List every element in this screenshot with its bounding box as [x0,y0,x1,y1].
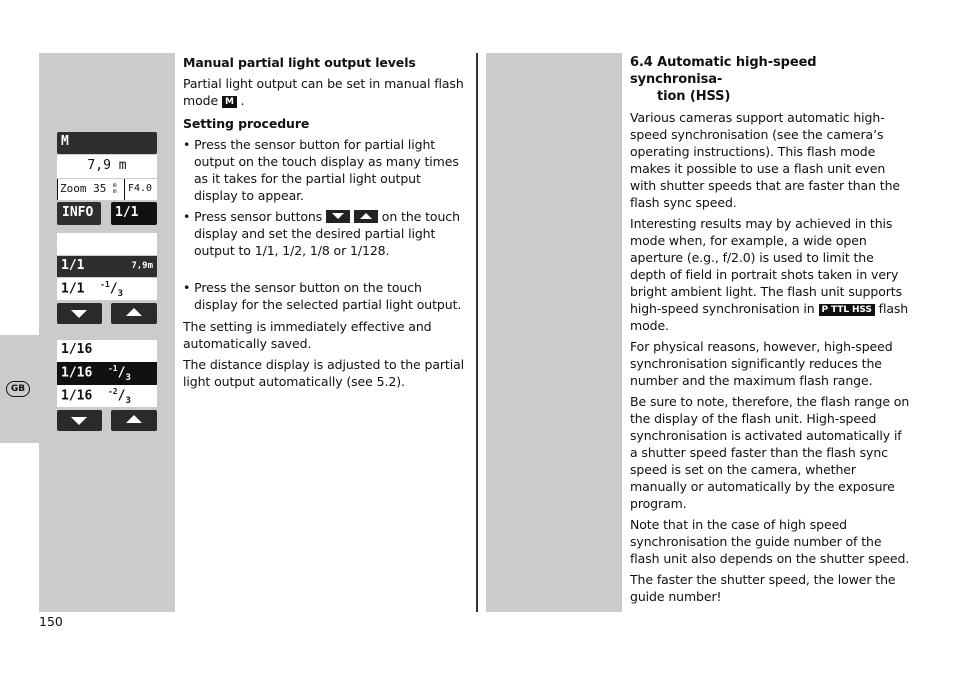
hss-p2-end: flash mode. [630,301,909,333]
row3-sub: 3 [125,395,131,406]
p-ttl-hss-badge: P TTL HSS [819,304,875,316]
bullet-2: • Press sensor buttons on the touch display and set the desired partial light output to 1/1, 1/2, 1/8 or 1/128. [183,209,460,258]
bullet-2-end: on the touch display and set the desired partial light output to 1/1, 1/2, 1/8 or 1/128. [194,209,460,258]
bullet-1: • Press the sensor button for partial light output on the touch display as many times as it takes for the partial light output display to appear. [183,137,459,203]
info-label: INFO [62,205,94,220]
intro-paragraph [183,75,468,109]
up-icon [126,415,142,423]
mode-m-badge: M [222,96,237,108]
lcd-mode-bar [57,132,157,154]
hss-p4: Be sure to note, therefore, the flash range on the display of the flash unit. High-speed synchronisation is activated automatically if a shutter speed faster than the flash sync speed is set on the camera, whether manually or automatically by the exposure program. [630,394,910,511]
zoom-value: 35 [93,182,107,195]
down-icon [71,417,87,425]
lcd-ratio-row[interactable]: 1/1 $^{-1}/_3$ [57,278,157,300]
up-icon [126,308,142,316]
right-text-column [630,54,912,605]
para-1: The setting is immediately effective and automatically saved. [183,319,432,351]
row3-ratio: 1/16 [61,388,93,404]
up-button-2[interactable] [111,410,157,431]
hss-p2-start: Interesting results may by achieved in this mode when, for example, a wide open aperture (e.g., f/2.0) is used to limit the depth of field in portrait shots taken in very bright ambient light. The flash unit supports high-speed synchronisation in [630,216,903,316]
hss-heading-line1: 6.4 Automatic high-speed synchronisa- [630,55,817,87]
side-tab-label: GB [6,381,30,397]
section-heading: Manual partial light output levels [183,55,416,70]
bullet-3-text: Press the sensor button on the touch display for the selected partial light output. [194,280,462,312]
ratio-label: 1/1 [115,205,139,220]
lcd-distance-value: 7,9 m [87,158,127,173]
procedure-heading: Setting procedure [183,116,310,131]
down-button-2[interactable] [57,410,102,431]
info-button[interactable] [57,202,101,225]
row2-ratio: 1/16 [61,365,93,381]
lcd-row-3[interactable]: 1/16 $^{-2}/_3$ [57,385,157,407]
lcd-mode: M [61,134,69,149]
row2-sup: -1 [107,364,118,373]
hss-p1: Various cameras support automatic high-speed synchronisation (see the camera’s operating instructions). This flash mode makes it possible to use a flash unit even with shutter speeds that are faster than the flash sync speed. [630,110,901,210]
lcd-row-1[interactable] [57,340,157,362]
down-button[interactable] [57,303,102,324]
hss-heading [630,54,912,105]
ratio-main: 1/1 [61,281,85,297]
selected-ratio: 1/1 [61,258,85,273]
bullet-1-text: Press the sensor button for partial light output on the touch display as many times as it takes for the partial light output display to appear. [194,137,459,203]
aperture-value: F4.0 [124,179,152,200]
lcd-blank-row [57,233,157,255]
hss-p6: The faster the shutter speed, the lower the guide number! [630,572,896,604]
lcd-row-2[interactable]: 1/16 $^{-1}/_3$ [57,362,157,385]
para-2: The distance display is adjusted to the partial light output automatically (see 5.2). [183,357,465,389]
lcd-zoom-row [57,179,157,200]
inline-up-icon [354,210,378,223]
fraction-sup: -1 [100,280,110,289]
ratio-button[interactable] [111,202,157,225]
zoom-label: Zoom [60,182,87,195]
left-text-column [183,54,468,390]
lcd-distance [57,155,157,178]
bullet-3: • Press the sensor button on the touch display for the selected partial light output. [183,280,462,312]
bullet-2-start: Press sensor buttons [194,209,323,224]
intro-end: . [240,93,245,108]
hss-p3: For physical reasons, however, high-speed synchronisation significantly reduces the number and the maximum flash range. [630,339,893,388]
page-number: 150 [39,614,63,629]
center-grey-panel [486,53,622,612]
hss-p2 [630,215,912,334]
row1-ratio: 1/16 [61,342,93,357]
column-divider [476,53,478,612]
hss-heading-line2: tion (HSS) [657,89,731,104]
row3-sup: -2 [107,387,118,396]
zoom-unit: m m [113,182,117,195]
lcd-selected-row[interactable] [57,256,157,277]
inline-down-icon [326,210,350,223]
up-button[interactable] [111,303,157,324]
hss-p5: Note that in the case of high speed synchronisation the guide number of the flash unit also depends on the shutter speed. [630,517,910,566]
intro-text: Partial light output can be set in manual flash mode [183,76,464,108]
fraction-sub: 3 [117,288,124,299]
selected-distance: 7,9m [131,261,153,271]
down-icon [71,310,87,318]
row2-sub: 3 [125,372,131,383]
